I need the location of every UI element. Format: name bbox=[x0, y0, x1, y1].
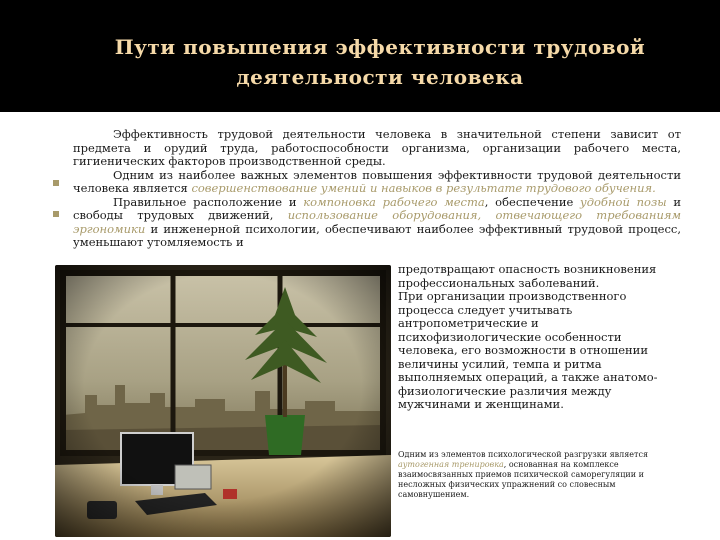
main-text bbox=[73, 128, 681, 250]
highlight-text: совершенствование умений и навыков в результате трудового обучения. bbox=[191, 181, 656, 195]
paragraph-3-continuation: предотвращают опасность возникновения профессиональных заболеваний. bbox=[398, 262, 657, 290]
note-text: Одним из элементов психологической разгрузки является bbox=[398, 450, 648, 459]
bullet-marker bbox=[53, 211, 59, 217]
paragraph-3-text: и свободы трудовых движений, bbox=[73, 194, 681, 222]
highlight-text: удобной позы bbox=[580, 194, 667, 209]
right-column-text bbox=[398, 263, 680, 412]
highlight-text: использование оборудования, отвечающего требованиям эргономики bbox=[73, 208, 681, 236]
office-photo bbox=[55, 265, 391, 537]
title-line-2: деятельности человека bbox=[236, 65, 524, 89]
paragraph-4: При организации производственного процесса следует учитывать антропометрические и психофизиологические особенности человека, его возможности в отношении величины усилий, темпа и ритма выполняемых операций, а также анатомо-физиологические различия между мужчинами и женщинами. bbox=[398, 289, 658, 411]
paragraph-3-text: Правильное расположение и bbox=[113, 194, 304, 209]
paragraph-3-text: , обеспечение bbox=[484, 194, 581, 209]
paragraph-2 bbox=[73, 169, 681, 196]
bullet-marker bbox=[53, 180, 59, 186]
note-text: , основанная на комплексе взаимосвязанных приемов психической саморегуляции и несложных физических упражнений со словесным самовнушением. bbox=[398, 460, 644, 499]
paragraph-3 bbox=[73, 196, 681, 250]
paragraph-3-text: и инженерной психологии, обеспечивают наиболее эффективный трудовой процесс, уменьшают утомляемость и bbox=[73, 221, 681, 249]
paragraph-2-text: Одним из наиболее важных элементов повышения эффективности трудовой деятельности человека является bbox=[73, 167, 681, 195]
paragraph-1: Эффективность трудовой деятельности человека в значительной степени зависит от предмета и орудий труда, работоспособности организма, организации рабочего места, гигиенических факторов производственной среды. bbox=[73, 127, 681, 168]
slide-title bbox=[60, 32, 700, 92]
highlight-text: компоновка рабочего места bbox=[303, 194, 485, 209]
highlight-text: аутогенная тренировка bbox=[398, 460, 504, 469]
title-line-1: Пути повышения эффективности трудовой bbox=[114, 35, 646, 59]
side-note bbox=[398, 450, 668, 500]
